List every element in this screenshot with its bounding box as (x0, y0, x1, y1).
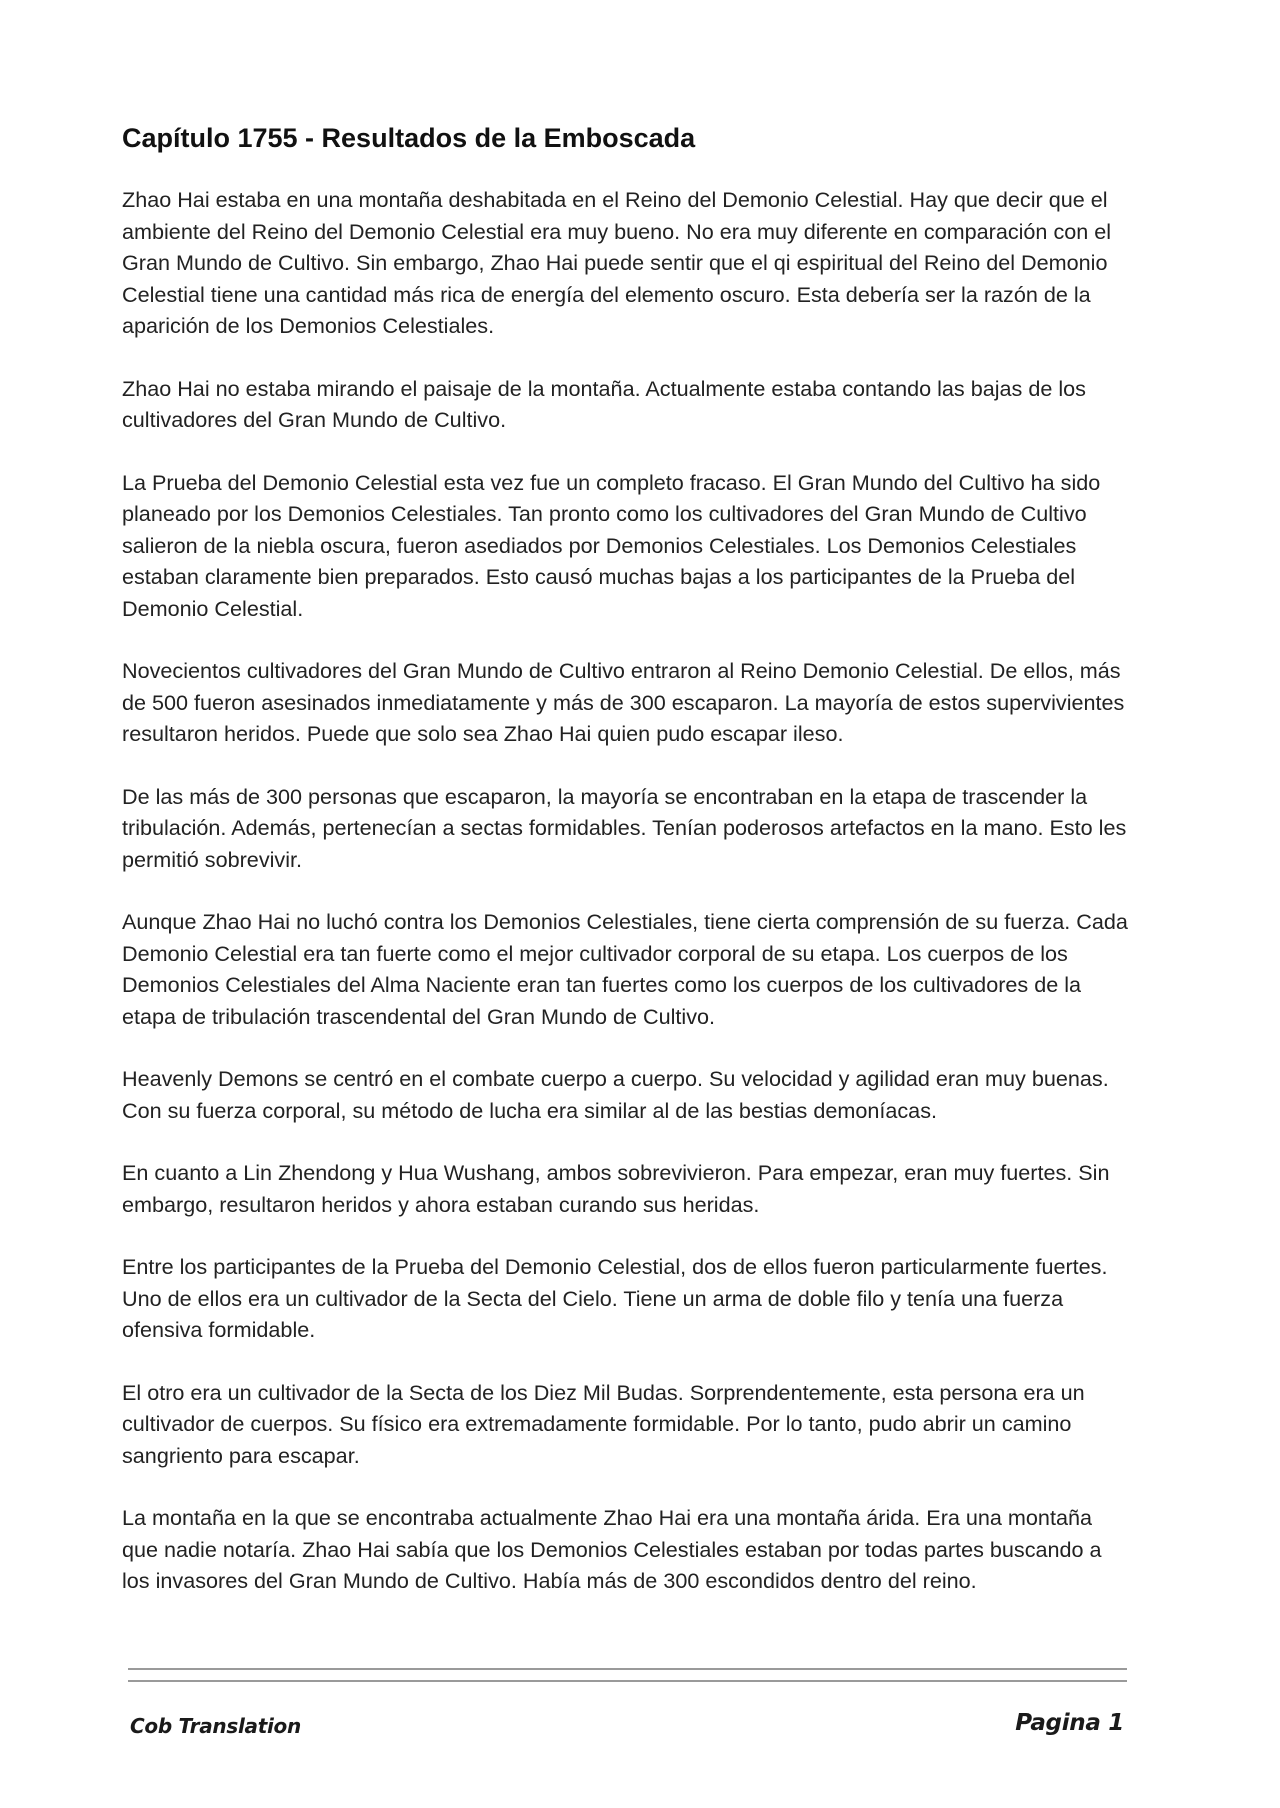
paragraph: Entre los participantes de la Prueba del Demonio Celestial, dos de ellos fueron particularmente fuertes. Uno de ellos era un cultivador de la Secta del Cielo. Tiene un arma de doble filo y tenía una fuerza ofensiva formidable. (122, 1254, 1108, 1342)
chapter-title: Capítulo 1755 - Resultados de la Emboscada (122, 123, 696, 153)
footer-rule-bottom (128, 1680, 1127, 1682)
paragraph: La Prueba del Demonio Celestial esta vez fue un completo fracaso. El Gran Mundo del Cultivo ha sido planeado por los Demonios Celestiales. Tan pronto como los cultivadores del Gran Mundo de Cultivo salieron de la niebla oscura, fueron asediados por Demonios Celestiales. Los Demonios Celestiales estaban claramente bien preparados. Esto causó muchas bajas a los participantes de la Prueba del Demonio Celestial. (122, 469, 1101, 621)
footer-rule-top (128, 1668, 1127, 1670)
paragraph: La montaña en la que se encontraba actualmente Zhao Hai era una montaña árida. Era una montaña que nadie notaría. Zhao Hai sabía que los Demonios Celestiales estaban por todas partes buscando a los invasores del Gran Mundo de Cultivo. Había más de 300 escondidos dentro del reino. (122, 1505, 1102, 1593)
paragraph: Aunque Zhao Hai no luchó contra los Demonios Celestiales, tiene cierta comprensión de su fuerza. Cada Demonio Celestial era tan fuerte como el mejor cultivador corporal de su etapa. Los cuerpos de los Demonios Celestiales del Alma Naciente eran tan fuertes como los cuerpos de los cultivadores de la etapa de tribulación trascendental del Gran Mundo de Cultivo. (122, 909, 1128, 1029)
paragraph: Heavenly Demons se centró en el combate cuerpo a cuerpo. Su velocidad y agilidad eran muy buenas. Con su fuerza corporal, su método de lucha era similar al de las bestias demoníacas. (122, 1066, 1109, 1123)
page-footer (128, 1710, 1124, 1746)
paragraph: Zhao Hai estaba en una montaña deshabitada en el Reino del Demonio Celestial. Hay que decir que el ambiente del Reino del Demonio Celestial era muy bueno. No era muy diferente en comparación con el Gran Mundo de Cultivo. Sin embargo, Zhao Hai puede sentir que el qi espiritual del Reino del Demonio Celestial tiene una cantidad más rica de energía del elemento oscuro. Esta debería ser la razón de la aparición de los Demonios Celestiales. (122, 187, 1112, 338)
paragraph: Novecientos cultivadores del Gran Mundo de Cultivo entraron al Reino Demonio Celestial. De ellos, más de 500 fueron asesinados inmediatamente y más de 300 escaparon. La mayoría de estos supervivientes resultaron heridos. Puede que solo sea Zhao Hai quien pudo escapar ileso. (122, 658, 1125, 746)
paragraph: En cuanto a Lin Zhendong y Hua Wushang, ambos sobrevivieron. Para empezar, eran muy fuertes. Sin embargo, resultaron heridos y ahora estaban curando sus heridas. (122, 1160, 1110, 1217)
paragraph: De las más de 300 personas que escaparon, la mayoría se encontraban en la etapa de trascender la tribulación. Además, pertenecían a sectas formidables. Tenían poderosos artefactos en la mano. Esto les permitió sobrevivir. (122, 783, 1127, 872)
footer-translator-credit: Cob Translation (130, 1714, 301, 1738)
footer-page-number: Pagina 1 (1015, 1710, 1124, 1736)
paragraph: Zhao Hai no estaba mirando el paisaje de la montaña. Actualmente estaba contando las bajas de los cultivadores del Gran Mundo de Cultivo. (122, 375, 1086, 432)
footer-divider (128, 1668, 1127, 1692)
page-content (122, 120, 1132, 1628)
paragraph: El otro era un cultivador de la Secta de los Diez Mil Budas. Sorprendentemente, esta persona era un cultivador de cuerpos. Su físico era extremadamente formidable. Por lo tanto, pudo abrir un camino sangriento para escapar. (122, 1379, 1085, 1468)
